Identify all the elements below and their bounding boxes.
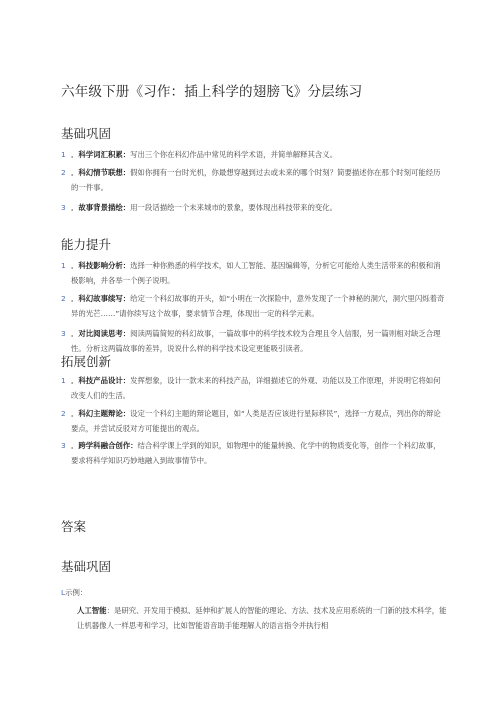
question-lead: ．科技产品设计：	[71, 376, 131, 385]
section-heading: 拓展创新	[61, 354, 112, 369]
question-number: 3	[61, 329, 66, 338]
question-item	[61, 147, 445, 162]
question-number: 1	[61, 261, 66, 270]
question-lead: ．对比阅读思考：	[71, 329, 131, 338]
question-lead: ．科幻故事续写：	[71, 294, 131, 303]
question-lead: ．跨学科融合创作：	[71, 441, 138, 450]
question-item	[61, 200, 445, 215]
question-text: 假如你拥有一台时光机，你最想穿越到过去或未来的哪个时刻？简要描述你在那个时刻可能经历的一件事。	[71, 168, 441, 192]
question-number: 2	[61, 168, 66, 177]
section-heading: 基础巩固	[61, 126, 112, 141]
question-text: 写出三个你在科幻作品中常见的科学术语，并简单解释其含义。	[130, 150, 338, 159]
question-number: 3	[61, 441, 66, 450]
answer-label-number: L	[61, 588, 66, 597]
question-lead: ．故事背景描绘：	[71, 203, 131, 212]
question-lead: ．科幻主题辩论：	[71, 409, 131, 418]
question-lead: ．科幻情节联想：	[71, 168, 131, 177]
question-item	[61, 326, 445, 356]
question-text: 给定一个科幻故事的开头，如“小明在一次探险中，意外发现了一个神秘的洞穴，洞穴里闪烁着奇异的光芒……”请你续写这个故事，要求情节合理，体现出一定的科学元素。	[71, 294, 445, 318]
question-lead: ．科技影响分析：	[71, 261, 131, 270]
question-item	[61, 291, 445, 321]
question-text: 设定一个科幻主题的辩论题目，如“人类是否应该进行星际移民”，选择一方观点，列出你的辩论要点，并尝试反驳对方可能提出的观点。	[71, 409, 441, 433]
question-lead: ．科学词汇积累：	[71, 150, 131, 159]
question-text: 用一段话描绘一个未来城市的景象，要体现出科技带来的变化。	[130, 203, 338, 212]
question-number: 1	[61, 376, 66, 385]
answers-heading: 答案	[61, 519, 87, 534]
question-item	[61, 258, 445, 288]
question-number: 2	[61, 409, 66, 418]
section-heading: 能力提升	[61, 237, 112, 252]
question-item	[61, 165, 445, 195]
question-text: 发挥想象，设计一款未来的科技产品，详细描述它的外观、功能以及工作原理，并说明它将如何改变人们的生活。	[71, 376, 441, 400]
question-text: 选择一种你熟悉的科学技术，如人工智能、基因编辑等，分析它可能给人类生活带来的积极和消极影响，并各举一个例子说明。	[71, 261, 441, 285]
question-item	[61, 406, 445, 436]
answer-text: ：是研究、开发用于模拟、延伸和扩展人的智能的理论、方法、技术及应用系统的一门新的技术科学，能让机器像人一样思考和学习，比如智能语音助手能理解人的语言指令并执行相	[77, 606, 447, 630]
answer-label	[61, 587, 87, 598]
page-title: 六年级下册《习作：插上科学的翅膀飞》分层练习	[61, 84, 363, 100]
question-item	[61, 373, 445, 403]
answers-sub-heading: 基础巩固	[61, 559, 112, 574]
question-text: 阅读两篇简短的科幻故事，一篇故事中的科学技术较为合理且令人信服，另一篇则相对缺乏合理性。分析这两篇故事的差异，说说什么样的科学技术设定更能吸引读者。	[71, 329, 441, 353]
answer-label-text: 示例：	[65, 588, 88, 597]
answer-lead: 人工智能	[77, 606, 107, 615]
question-item	[61, 438, 445, 468]
answer-item	[77, 603, 447, 633]
question-text: 结合科学课上学到的知识，如物理中的能量转换、化学中的物质变化等，创作一个科幻故事，要求将科学知识巧妙地融入到故事情节中。	[71, 441, 441, 465]
question-number: 2	[61, 294, 66, 303]
question-number: 1	[61, 150, 66, 159]
question-number: 3	[61, 203, 66, 212]
